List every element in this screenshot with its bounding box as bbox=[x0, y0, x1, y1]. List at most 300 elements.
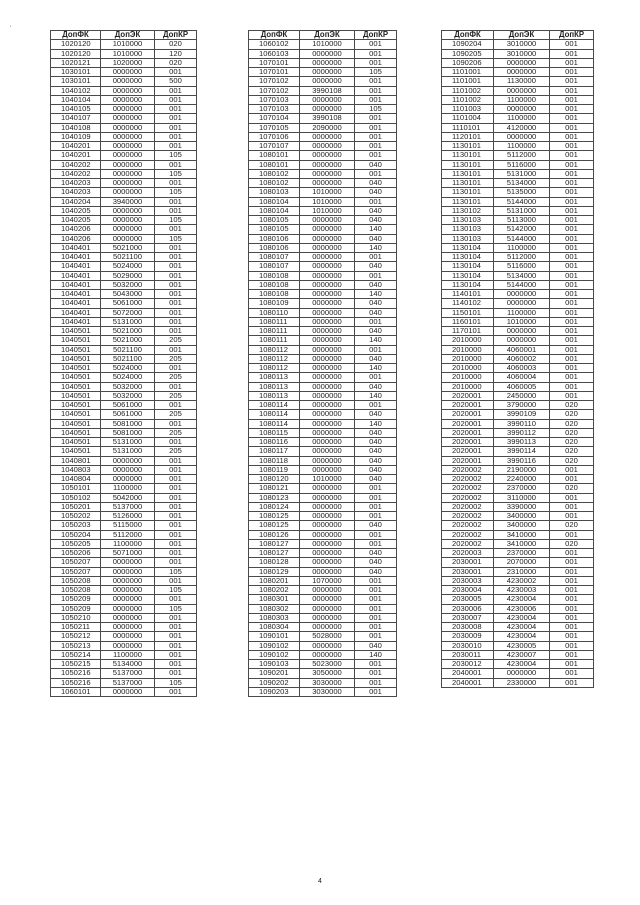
header-dop-fk: ДопФК bbox=[249, 31, 300, 40]
cell-dop-ek: 4230004 bbox=[494, 623, 550, 632]
header-dop-fk: ДопФК bbox=[51, 31, 101, 40]
cell-dop-fk: 2040001 bbox=[442, 669, 494, 678]
cell-dop-ek: 3410000 bbox=[494, 539, 550, 548]
cell-dop-fk: 1101002 bbox=[442, 95, 494, 104]
cell-dop-ek: 5135000 bbox=[494, 188, 550, 197]
cell-dop-fk: 1080113 bbox=[249, 382, 300, 391]
cell-dop-fk: 1050207 bbox=[51, 558, 101, 567]
table-row bbox=[249, 382, 397, 391]
cell-dop-fk: 1040401 bbox=[51, 317, 101, 326]
cell-dop-ek: 1100000 bbox=[101, 484, 155, 493]
table-row bbox=[249, 123, 397, 132]
cell-dop-fk: 1060102 bbox=[249, 40, 300, 49]
cell-dop-kr: 105 bbox=[155, 586, 197, 595]
cell-dop-ek: 3390000 bbox=[494, 502, 550, 511]
cell-dop-kr: 001 bbox=[155, 438, 197, 447]
cell-dop-fk: 1080105 bbox=[249, 225, 300, 234]
cell-dop-fk: 2020001 bbox=[442, 428, 494, 437]
table-row bbox=[442, 86, 594, 95]
cell-dop-ek: 5142000 bbox=[494, 225, 550, 234]
table-row bbox=[442, 558, 594, 567]
cell-dop-fk: 1080124 bbox=[249, 502, 300, 511]
table-row bbox=[249, 512, 397, 521]
cell-dop-ek: 3990114 bbox=[494, 447, 550, 456]
table-row bbox=[51, 678, 197, 687]
cell-dop-ek: 5081000 bbox=[101, 428, 155, 437]
cell-dop-kr: 001 bbox=[155, 549, 197, 558]
cell-dop-fk: 1090101 bbox=[249, 632, 300, 641]
cell-dop-kr: 001 bbox=[550, 95, 594, 104]
cell-dop-ek: 0000000 bbox=[101, 595, 155, 604]
cell-dop-ek: 3050000 bbox=[300, 669, 355, 678]
page-number: 4 bbox=[318, 878, 322, 885]
cell-dop-ek: 0000000 bbox=[101, 234, 155, 243]
cell-dop-fk: 1040205 bbox=[51, 206, 101, 215]
cell-dop-ek: 0000000 bbox=[300, 595, 355, 604]
cell-dop-kr: 001 bbox=[155, 401, 197, 410]
cell-dop-kr: 001 bbox=[550, 382, 594, 391]
cell-dop-ek: 3030000 bbox=[300, 687, 355, 696]
table-row bbox=[51, 206, 197, 215]
cell-dop-kr: 001 bbox=[155, 243, 197, 252]
table-row bbox=[442, 475, 594, 484]
cell-dop-ek: 2370000 bbox=[494, 549, 550, 558]
cell-dop-fk: 2010000 bbox=[442, 382, 494, 391]
cell-dop-kr: 001 bbox=[155, 114, 197, 123]
table-row bbox=[442, 530, 594, 539]
cell-dop-fk: 1080202 bbox=[249, 586, 300, 595]
cell-dop-ek: 0000000 bbox=[101, 95, 155, 104]
cell-dop-ek: 0000000 bbox=[101, 68, 155, 77]
table-row bbox=[249, 68, 397, 77]
table-row bbox=[249, 539, 397, 548]
cell-dop-fk: 1090206 bbox=[442, 58, 494, 67]
cell-dop-fk: 1040201 bbox=[51, 142, 101, 151]
cell-dop-ek: 0000000 bbox=[101, 151, 155, 160]
cell-dop-kr: 001 bbox=[355, 169, 397, 178]
cell-dop-fk: 1040205 bbox=[51, 216, 101, 225]
cell-dop-ek: 0000000 bbox=[101, 576, 155, 585]
cell-dop-fk: 1080123 bbox=[249, 493, 300, 502]
cell-dop-kr: 001 bbox=[355, 613, 397, 622]
cell-dop-fk: 1040501 bbox=[51, 354, 101, 363]
table-row bbox=[249, 428, 397, 437]
cell-dop-kr: 001 bbox=[550, 558, 594, 567]
cell-dop-fk: 1130103 bbox=[442, 225, 494, 234]
cell-dop-ek: 0000000 bbox=[300, 650, 355, 659]
cell-dop-kr: 001 bbox=[155, 308, 197, 317]
cell-dop-ek: 5144000 bbox=[494, 280, 550, 289]
table-row bbox=[51, 364, 197, 373]
table-row bbox=[249, 345, 397, 354]
cell-dop-kr: 001 bbox=[550, 641, 594, 650]
cell-dop-kr: 001 bbox=[550, 132, 594, 141]
cell-dop-fk: 2020002 bbox=[442, 465, 494, 474]
cell-dop-ek: 1100000 bbox=[494, 308, 550, 317]
cell-dop-fk: 1070103 bbox=[249, 95, 300, 104]
cell-dop-ek: 5043000 bbox=[101, 290, 155, 299]
header-dop-kr: ДопКР bbox=[355, 31, 397, 40]
cell-dop-ek: 5112000 bbox=[494, 253, 550, 262]
cell-dop-ek: 0000000 bbox=[300, 299, 355, 308]
code-table-left bbox=[50, 30, 197, 697]
cell-dop-ek: 4120000 bbox=[494, 123, 550, 132]
cell-dop-fk: 1050202 bbox=[51, 512, 101, 521]
cell-dop-kr: 001 bbox=[155, 299, 197, 308]
cell-dop-kr: 001 bbox=[155, 179, 197, 188]
cell-dop-fk: 1040501 bbox=[51, 327, 101, 336]
cell-dop-ek: 3990108 bbox=[300, 86, 355, 95]
cell-dop-fk: 1080106 bbox=[249, 243, 300, 252]
cell-dop-fk: 1080304 bbox=[249, 623, 300, 632]
cell-dop-fk: 1080113 bbox=[249, 373, 300, 382]
cell-dop-fk: 1040206 bbox=[51, 234, 101, 243]
cell-dop-fk: 2020001 bbox=[442, 447, 494, 456]
cell-dop-kr: 001 bbox=[155, 225, 197, 234]
table-row bbox=[442, 641, 594, 650]
cell-dop-fk: 2030001 bbox=[442, 558, 494, 567]
cell-dop-fk: 2020002 bbox=[442, 530, 494, 539]
cell-dop-ek: 0000000 bbox=[300, 391, 355, 400]
table-row bbox=[249, 660, 397, 669]
table-row bbox=[249, 613, 397, 622]
table-row bbox=[249, 586, 397, 595]
cell-dop-kr: 001 bbox=[550, 234, 594, 243]
cell-dop-kr: 001 bbox=[550, 345, 594, 354]
cell-dop-ek: 0000000 bbox=[101, 567, 155, 576]
cell-dop-fk: 1070101 bbox=[249, 58, 300, 67]
cell-dop-ek: 4230007 bbox=[494, 650, 550, 659]
table-row bbox=[442, 95, 594, 104]
cell-dop-kr: 001 bbox=[550, 142, 594, 151]
table-row bbox=[51, 438, 197, 447]
cell-dop-kr: 001 bbox=[550, 68, 594, 77]
table-row bbox=[249, 484, 397, 493]
cell-dop-ek: 0000000 bbox=[300, 354, 355, 363]
cell-dop-ek: 0000000 bbox=[300, 438, 355, 447]
cell-dop-kr: 105 bbox=[155, 169, 197, 178]
cell-dop-kr: 040 bbox=[355, 216, 397, 225]
table-row bbox=[249, 604, 397, 613]
header-dop-kr: ДопКР bbox=[155, 31, 197, 40]
table-row bbox=[51, 49, 197, 58]
cell-dop-ek: 0000000 bbox=[101, 105, 155, 114]
cell-dop-kr: 001 bbox=[155, 650, 197, 659]
cell-dop-kr: 001 bbox=[355, 604, 397, 613]
cell-dop-ek: 5021100 bbox=[101, 354, 155, 363]
table-row bbox=[249, 327, 397, 336]
cell-dop-kr: 001 bbox=[155, 327, 197, 336]
table-row bbox=[51, 539, 197, 548]
cell-dop-fk: 1040501 bbox=[51, 447, 101, 456]
cell-dop-ek: 0000000 bbox=[300, 308, 355, 317]
cell-dop-fk: 1040203 bbox=[51, 179, 101, 188]
cell-dop-fk: 2040001 bbox=[442, 678, 494, 687]
cell-dop-ek: 5131000 bbox=[494, 206, 550, 215]
cell-dop-fk: 1050207 bbox=[51, 567, 101, 576]
cell-dop-kr: 040 bbox=[355, 428, 397, 437]
cell-dop-kr: 001 bbox=[155, 95, 197, 104]
cell-dop-kr: 001 bbox=[155, 123, 197, 132]
cell-dop-ek: 0000000 bbox=[101, 604, 155, 613]
cell-dop-fk: 1080106 bbox=[249, 234, 300, 243]
table-row bbox=[442, 68, 594, 77]
cell-dop-ek: 0000000 bbox=[300, 58, 355, 67]
cell-dop-kr: 001 bbox=[155, 253, 197, 262]
cell-dop-ek: 0000000 bbox=[300, 364, 355, 373]
table-row bbox=[442, 123, 594, 132]
table-row bbox=[442, 354, 594, 363]
cell-dop-kr: 001 bbox=[355, 678, 397, 687]
cell-dop-kr: 001 bbox=[550, 160, 594, 169]
cell-dop-ek: 0000000 bbox=[101, 641, 155, 650]
cell-dop-kr: 001 bbox=[550, 123, 594, 132]
cell-dop-fk: 1030101 bbox=[51, 77, 101, 86]
cell-dop-ek: 5023000 bbox=[300, 660, 355, 669]
table-row bbox=[442, 632, 594, 641]
table-row bbox=[442, 290, 594, 299]
cell-dop-fk: 1130101 bbox=[442, 151, 494, 160]
table-row bbox=[51, 262, 197, 271]
table-row bbox=[51, 40, 197, 49]
table-row bbox=[249, 567, 397, 576]
cell-dop-kr: 001 bbox=[550, 613, 594, 622]
table-row bbox=[249, 364, 397, 373]
cell-dop-fk: 2030005 bbox=[442, 595, 494, 604]
table-row bbox=[442, 401, 594, 410]
table-row bbox=[442, 132, 594, 141]
table-row bbox=[249, 49, 397, 58]
cell-dop-fk: 2030012 bbox=[442, 660, 494, 669]
cell-dop-fk: 1090205 bbox=[442, 49, 494, 58]
table-row bbox=[249, 336, 397, 345]
cell-dop-kr: 020 bbox=[550, 419, 594, 428]
table-row bbox=[249, 595, 397, 604]
cell-dop-ek: 5144000 bbox=[494, 197, 550, 206]
cell-dop-fk: 1050216 bbox=[51, 678, 101, 687]
cell-dop-ek: 4230002 bbox=[494, 576, 550, 585]
table-row bbox=[249, 678, 397, 687]
cell-dop-kr: 205 bbox=[155, 336, 197, 345]
cell-dop-ek: 3990110 bbox=[494, 419, 550, 428]
cell-dop-ek: 0000000 bbox=[494, 290, 550, 299]
cell-dop-ek: 5115000 bbox=[101, 521, 155, 530]
cell-dop-ek: 0000000 bbox=[494, 132, 550, 141]
cell-dop-ek: 0000000 bbox=[300, 512, 355, 521]
table-row bbox=[442, 660, 594, 669]
table-row bbox=[249, 290, 397, 299]
table-row bbox=[442, 197, 594, 206]
cell-dop-fk: 1050208 bbox=[51, 576, 101, 585]
table-row bbox=[51, 225, 197, 234]
cell-dop-fk: 1080119 bbox=[249, 465, 300, 474]
cell-dop-kr: 001 bbox=[550, 391, 594, 400]
table-row bbox=[51, 419, 197, 428]
cell-dop-kr: 001 bbox=[355, 530, 397, 539]
cell-dop-fk: 1080111 bbox=[249, 327, 300, 336]
cell-dop-kr: 001 bbox=[155, 456, 197, 465]
cell-dop-fk: 1040804 bbox=[51, 475, 101, 484]
cell-dop-kr: 140 bbox=[355, 364, 397, 373]
cell-dop-kr: 001 bbox=[550, 49, 594, 58]
cell-dop-ek: 0000000 bbox=[300, 253, 355, 262]
cell-dop-ek: 0000000 bbox=[300, 410, 355, 419]
cell-dop-ek: 1070000 bbox=[300, 576, 355, 585]
cell-dop-kr: 001 bbox=[355, 512, 397, 521]
table-row bbox=[442, 160, 594, 169]
cell-dop-ek: 0000000 bbox=[494, 299, 550, 308]
cell-dop-ek: 2070000 bbox=[494, 558, 550, 567]
table-row bbox=[249, 114, 397, 123]
cell-dop-kr: 001 bbox=[550, 253, 594, 262]
cell-dop-ek: 2450000 bbox=[494, 391, 550, 400]
table-row bbox=[442, 299, 594, 308]
cell-dop-kr: 001 bbox=[355, 373, 397, 382]
cell-dop-kr: 001 bbox=[355, 49, 397, 58]
cell-dop-fk: 1040501 bbox=[51, 336, 101, 345]
cell-dop-fk: 1070104 bbox=[249, 114, 300, 123]
cell-dop-ek: 2330000 bbox=[494, 678, 550, 687]
cell-dop-fk: 1080112 bbox=[249, 364, 300, 373]
cell-dop-ek: 4060005 bbox=[494, 382, 550, 391]
cell-dop-kr: 001 bbox=[550, 151, 594, 160]
table-row bbox=[249, 86, 397, 95]
table-row bbox=[51, 475, 197, 484]
cell-dop-fk: 1050210 bbox=[51, 613, 101, 622]
table-row bbox=[51, 521, 197, 530]
cell-dop-fk: 1080112 bbox=[249, 354, 300, 363]
cell-dop-ek: 5029000 bbox=[101, 271, 155, 280]
cell-dop-ek: 5072000 bbox=[101, 308, 155, 317]
cell-dop-kr: 205 bbox=[155, 410, 197, 419]
cell-dop-fk: 1040202 bbox=[51, 169, 101, 178]
table-row bbox=[442, 595, 594, 604]
table-row bbox=[51, 623, 197, 632]
table-row bbox=[249, 216, 397, 225]
table-row bbox=[442, 58, 594, 67]
table-row bbox=[442, 484, 594, 493]
cell-dop-kr: 001 bbox=[550, 512, 594, 521]
cell-dop-ek: 0000000 bbox=[494, 58, 550, 67]
table-row bbox=[249, 687, 397, 696]
cell-dop-kr: 001 bbox=[550, 650, 594, 659]
cell-dop-kr: 040 bbox=[355, 299, 397, 308]
table-row bbox=[51, 660, 197, 669]
cell-dop-ek: 5032000 bbox=[101, 280, 155, 289]
cell-dop-ek: 1010000 bbox=[101, 49, 155, 58]
table-row bbox=[442, 512, 594, 521]
table-row bbox=[51, 447, 197, 456]
cell-dop-ek: 3940000 bbox=[101, 197, 155, 206]
cell-dop-fk: 1080125 bbox=[249, 512, 300, 521]
cell-dop-kr: 040 bbox=[355, 354, 397, 363]
cell-dop-ek: 0000000 bbox=[300, 317, 355, 326]
cell-dop-fk: 2020001 bbox=[442, 419, 494, 428]
cell-dop-fk: 2020001 bbox=[442, 391, 494, 400]
table-row bbox=[51, 77, 197, 86]
cell-dop-fk: 1080118 bbox=[249, 456, 300, 465]
cell-dop-fk: 1090204 bbox=[442, 40, 494, 49]
table-row bbox=[249, 650, 397, 659]
table-row bbox=[51, 179, 197, 188]
cell-dop-fk: 1050102 bbox=[51, 493, 101, 502]
code-table-right bbox=[441, 30, 594, 688]
cell-dop-fk: 1040501 bbox=[51, 410, 101, 419]
cell-dop-ek: 0000000 bbox=[101, 114, 155, 123]
cell-dop-kr: 001 bbox=[550, 58, 594, 67]
table-row bbox=[51, 345, 197, 354]
cell-dop-fk: 1170101 bbox=[442, 327, 494, 336]
cell-dop-kr: 001 bbox=[155, 595, 197, 604]
cell-dop-ek: 0000000 bbox=[300, 484, 355, 493]
cell-dop-ek: 0000000 bbox=[300, 493, 355, 502]
cell-dop-fk: 1080107 bbox=[249, 262, 300, 271]
cell-dop-fk: 1040401 bbox=[51, 262, 101, 271]
cell-dop-ek: 4230004 bbox=[494, 632, 550, 641]
cell-dop-fk: 1040501 bbox=[51, 382, 101, 391]
table-row bbox=[442, 623, 594, 632]
cell-dop-fk: 1080125 bbox=[249, 521, 300, 530]
cell-dop-kr: 001 bbox=[550, 660, 594, 669]
table-row bbox=[249, 465, 397, 474]
cell-dop-kr: 105 bbox=[355, 105, 397, 114]
cell-dop-fk: 1050201 bbox=[51, 502, 101, 511]
cell-dop-kr: 001 bbox=[355, 123, 397, 132]
cell-dop-ek: 0000000 bbox=[101, 465, 155, 474]
table-row bbox=[51, 271, 197, 280]
cell-dop-kr: 140 bbox=[355, 225, 397, 234]
cell-dop-ek: 0000000 bbox=[300, 77, 355, 86]
cell-dop-fk: 1050206 bbox=[51, 549, 101, 558]
table-row bbox=[442, 373, 594, 382]
cell-dop-kr: 105 bbox=[155, 567, 197, 576]
cell-dop-ek: 0000000 bbox=[300, 169, 355, 178]
cell-dop-ek: 2240000 bbox=[494, 475, 550, 484]
table-row bbox=[51, 123, 197, 132]
table-row bbox=[442, 604, 594, 613]
cell-dop-fk: 1080103 bbox=[249, 188, 300, 197]
cell-dop-kr: 001 bbox=[550, 169, 594, 178]
cell-dop-fk: 1090201 bbox=[249, 669, 300, 678]
cell-dop-fk: 1080115 bbox=[249, 428, 300, 437]
cell-dop-kr: 001 bbox=[355, 687, 397, 696]
cell-dop-fk: 2030003 bbox=[442, 576, 494, 585]
table-row bbox=[249, 373, 397, 382]
table-row bbox=[249, 271, 397, 280]
cell-dop-fk: 1040108 bbox=[51, 123, 101, 132]
table-row bbox=[442, 216, 594, 225]
cell-dop-ek: 0000000 bbox=[300, 373, 355, 382]
cell-dop-ek: 0000000 bbox=[494, 327, 550, 336]
cell-dop-ek: 4230006 bbox=[494, 604, 550, 613]
table-row bbox=[442, 576, 594, 585]
cell-dop-kr: 001 bbox=[155, 290, 197, 299]
table-row bbox=[249, 410, 397, 419]
table-row bbox=[51, 650, 197, 659]
cell-dop-ek: 2310000 bbox=[494, 567, 550, 576]
cell-dop-ek: 0000000 bbox=[494, 86, 550, 95]
cell-dop-fk: 1080105 bbox=[249, 216, 300, 225]
table-row bbox=[51, 456, 197, 465]
table-row bbox=[442, 650, 594, 659]
cell-dop-kr: 140 bbox=[355, 419, 397, 428]
cell-dop-fk: 1040501 bbox=[51, 373, 101, 382]
cell-dop-kr: 001 bbox=[155, 530, 197, 539]
cell-dop-ek: 0000000 bbox=[101, 77, 155, 86]
cell-dop-kr: 140 bbox=[355, 290, 397, 299]
cell-dop-fk: 1040104 bbox=[51, 95, 101, 104]
cell-dop-fk: 1150101 bbox=[442, 308, 494, 317]
